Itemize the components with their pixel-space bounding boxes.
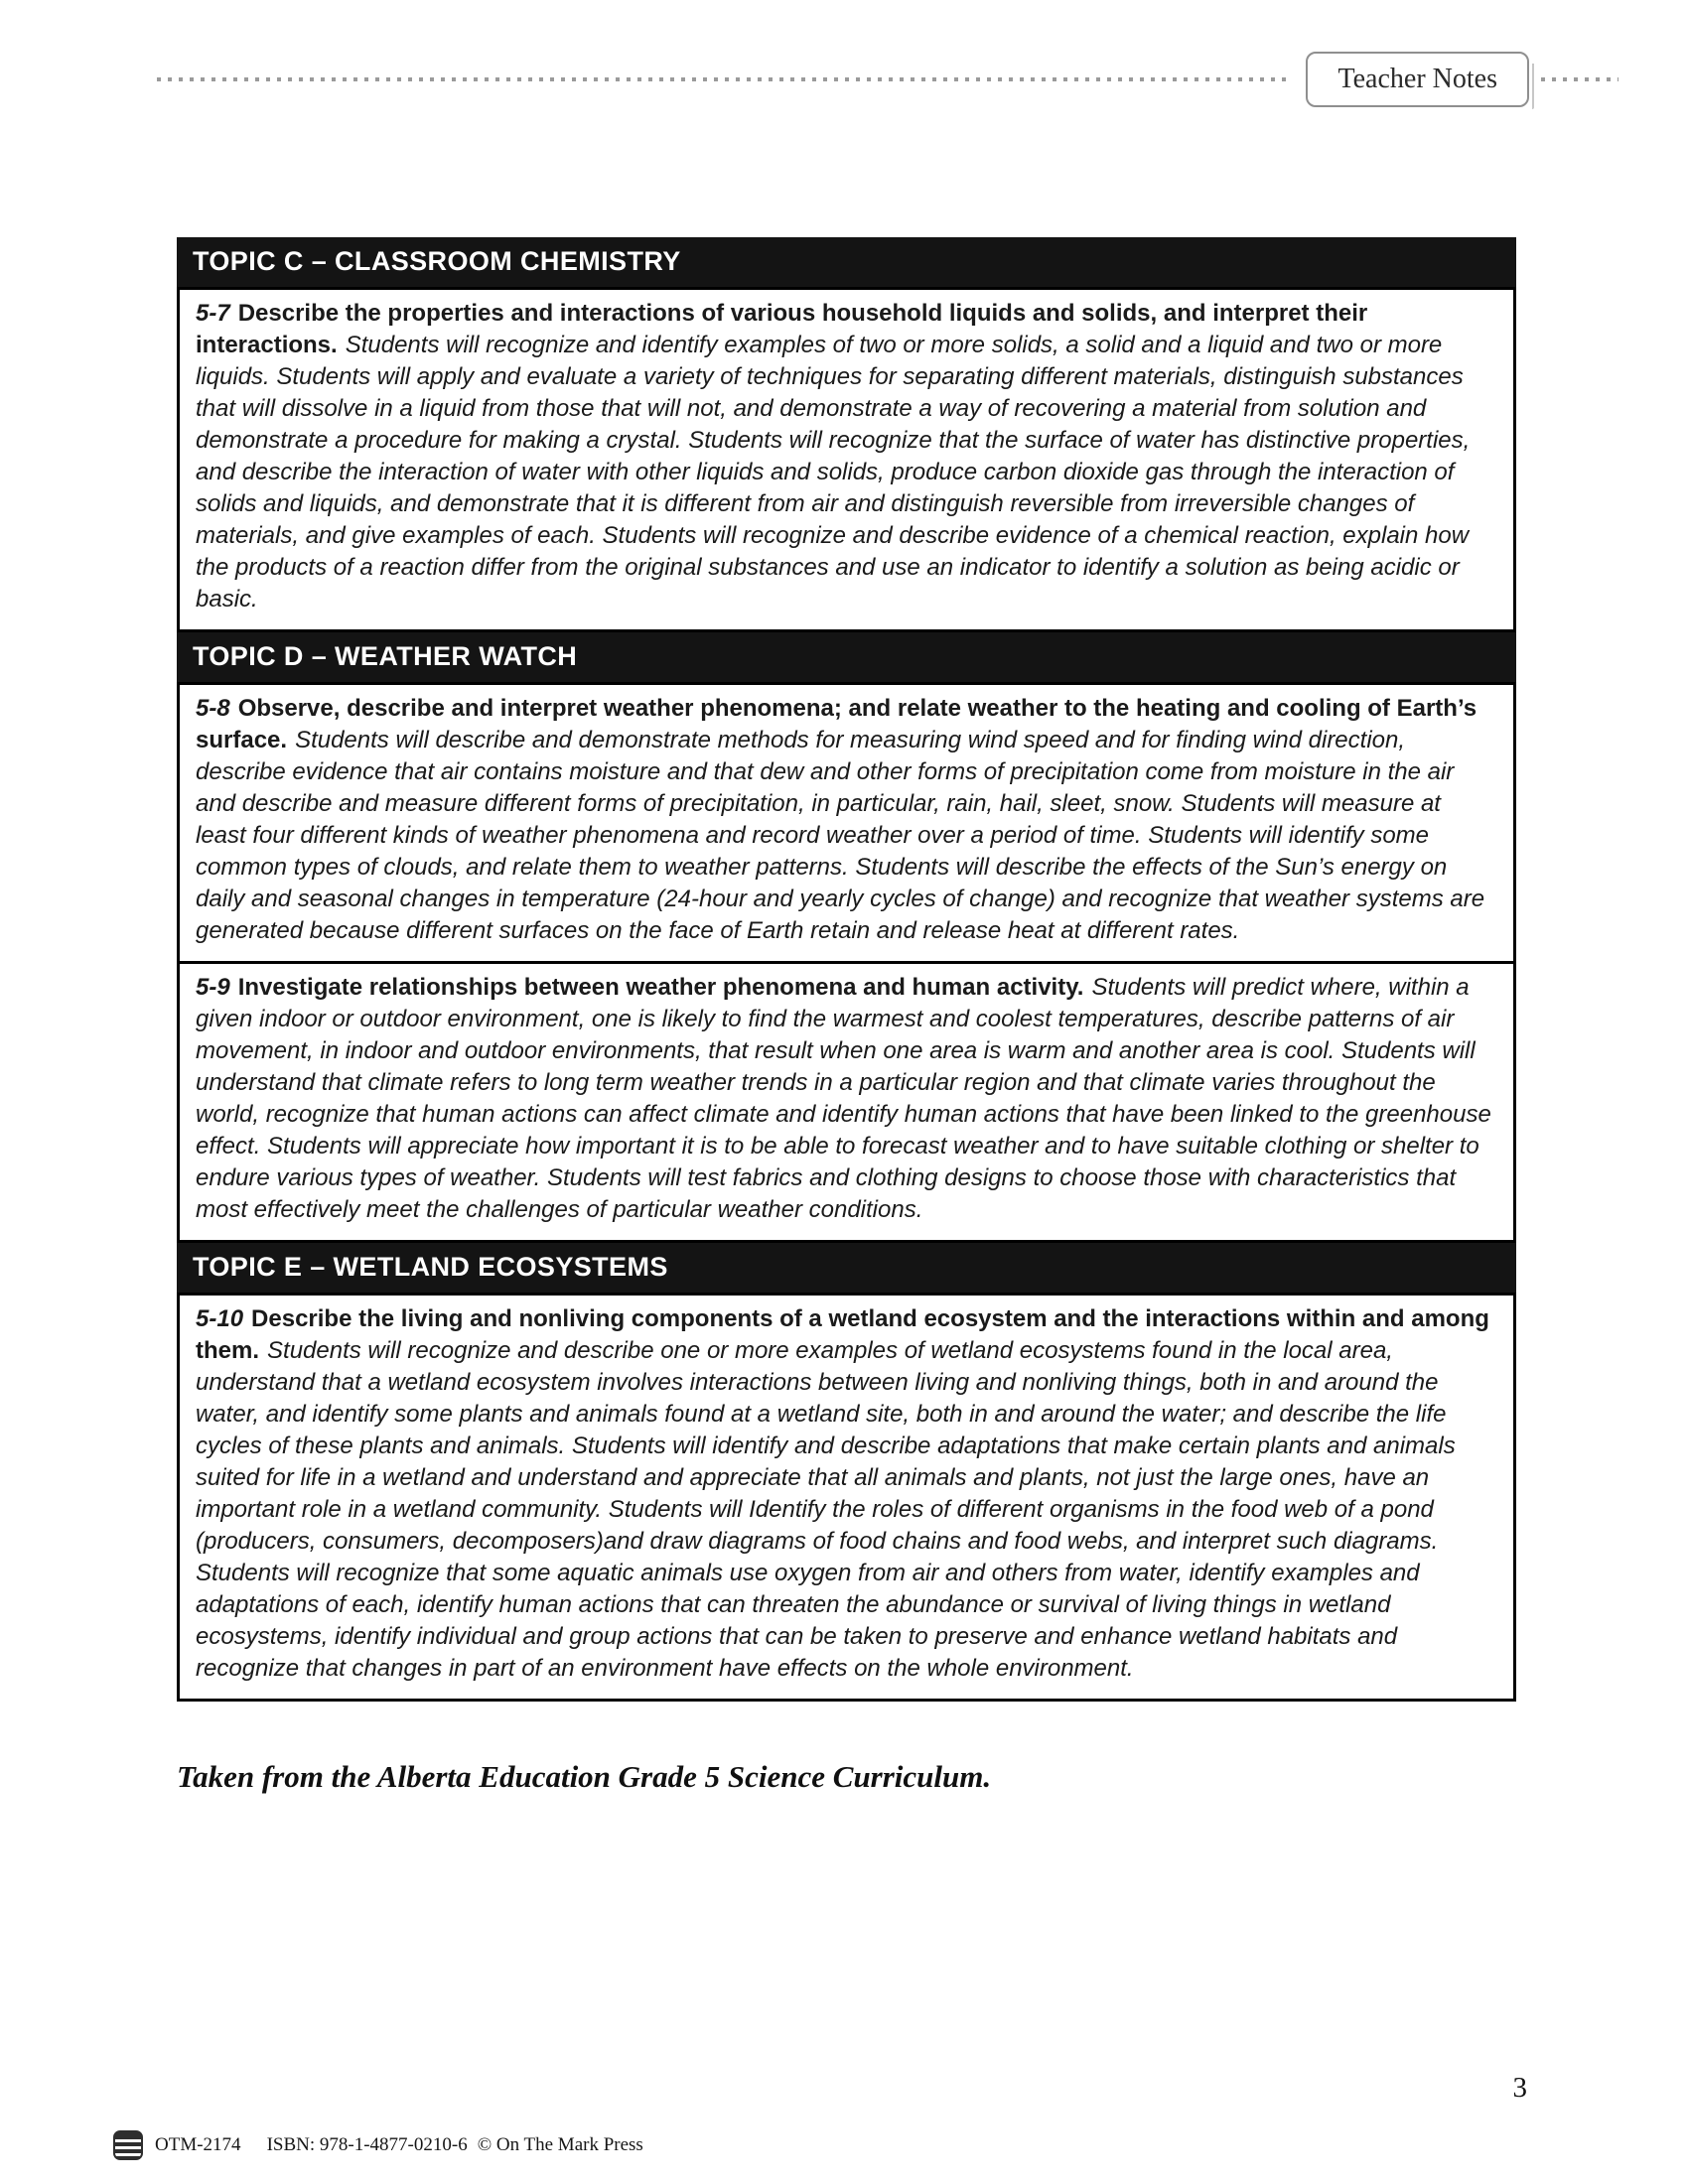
dotted-rule-left [157,77,1292,81]
topic-header-d-label: TOPIC D – WEATHER WATCH [193,641,578,671]
outcome-body: Students will recognize and describe one or more examples of wetland ecosystems found in the local area, understand that a wetland ecosystem involves interactions between living and nonliving things, both in and around the water, and identify some plants and animals found at a wetland site, both in and around the water; and describe the life cycles of these plants and animals. Students will identify and describe adaptations that make certain plants and animals suited for life in a wetland and understand and appreciate that all animals and plants, not just the large ones, have an important role in a wetland community. Students will Identify the roles of different organisms in the food web of a pond (producers, consumers, decomposers)and draw diagrams of food chains and food webs, and interpret such diagrams. Students will recognize that some aquatic animals use oxygen from air and others from water, identify examples and adaptations of each, identify human actions that can threaten the abundance or survival of living things in wetland ecosystems, identify individual and group actions that can be taken to preserve and enhance wetland habitats and recognize that changes in part of an environment have effects on the whole environment. [196,1337,1456,1682]
outcome-number: 5-10 [196,1305,244,1332]
outcome-number: 5-9 [196,974,230,1001]
top-rule [157,52,1618,107]
outcome-number: 5-7 [196,300,230,327]
copyright: © On The Mark Press [477,2134,643,2155]
teacher-notes-label: Teacher Notes [1337,64,1497,94]
footer-text [155,2134,643,2156]
topic-header-d [177,632,1516,682]
outcome-lead: Investigate relationships between weather phenomena and human activity. [237,974,1084,1001]
outcome-body: Students will predict where, within a given indoor or outdoor environment, one is likely to find the warmest and coolest temperatures, describe patterns of air movement, in indoor and outdoor environments, that result when one area is warm and another area is cool. Students will understand that climate refers to long term weather trends in a particular region and that climate varies throughout the world, recognize that human actions can affect climate and identify human actions that have been linked to the greenhouse effect. Students will appreciate how important it is to be able to forecast weather and to have suitable clothing or shelter to endure various types of weather. Students will test fabrics and clothing designs to choose those with characteristics that most effectively meet the challenges of particular weather conditions. [196,974,1491,1223]
dotted-rule-right [1541,77,1618,81]
source-note: Taken from the Alberta Education Grade 5 Science Curriculum. [177,1759,992,1794]
outcome-box-5-8 [177,682,1516,964]
outcome-lead: Describe the living and nonliving components of a wetland ecosystem and the interactions within and among them. [196,1305,1489,1364]
page-number: 3 [1512,2072,1527,2104]
outcome-box-5-10 [177,1293,1516,1702]
outcome-box-5-7 [177,287,1516,632]
topic-header-e-label: TOPIC E – WETLAND ECOSYSTEMS [193,1252,668,1282]
isbn: ISBN: 978-1-4877-0210-6 [266,2134,468,2155]
topic-header-e [177,1243,1516,1293]
outcome-box-5-9 [177,961,1516,1243]
topic-header-c-label: TOPIC C – CLASSROOM CHEMISTRY [193,246,681,276]
topic-header-c [177,237,1516,287]
on-the-mark-press-logo-icon [113,2130,143,2160]
product-code: OTM-2174 [155,2134,241,2155]
footer [113,2130,643,2160]
curriculum-content [177,237,1516,1795]
teacher-notes-tab [1306,52,1529,107]
outcome-number: 5-8 [196,695,230,722]
outcome-body: Students will describe and demonstrate methods for measuring wind speed and for finding wind direction, describe evidence that air contains moisture and that dew and other forms of precipitation come from moisture in the air and describe and measure different forms of precipitation, in particular, rain, hail, sleet, snow. Students will measure at least four different kinds of weather phenomena and record weather over a period of time. Students will identify some common types of clouds, and relate them to weather patterns. Students will describe the effects of the Sun’s energy on daily and seasonal changes in temperature (24-hour and yearly cycles of change) and recognize that weather systems are generated because different surfaces on the face of Earth retain and release heat at different rates. [196,727,1485,944]
outcome-body: Students will recognize and identify examples of two or more solids, a solid and a liquid and two or more liquids. Students will apply and evaluate a variety of techniques for separating different materials, distinguish substances that will dissolve in a liquid from those that will not, and demonstrate a way of recovering a material from solution and demonstrate a procedure for making a crystal. Students will recognize that the surface of water has distinctive properties, and describe the interaction of water with other liquids and solids, produce carbon dioxide gas through the interaction of solids and liquids, and demonstrate that it is different from air and distinguish reversible from irreversible changes of materials, and give examples of each. Students will recognize and describe evidence of a chemical reaction, explain how the products of a reaction differ from the original substances and use an indicator to identify a solution as being acidic or basic. [196,332,1471,613]
outcome-lead: Observe, describe and interpret weather phenomena; and relate weather to the heating and cooling of Earth’s surface. [196,695,1477,753]
outcome-lead: Describe the properties and interactions of various household liquids and solids, and interpret their interactions. [196,300,1368,358]
